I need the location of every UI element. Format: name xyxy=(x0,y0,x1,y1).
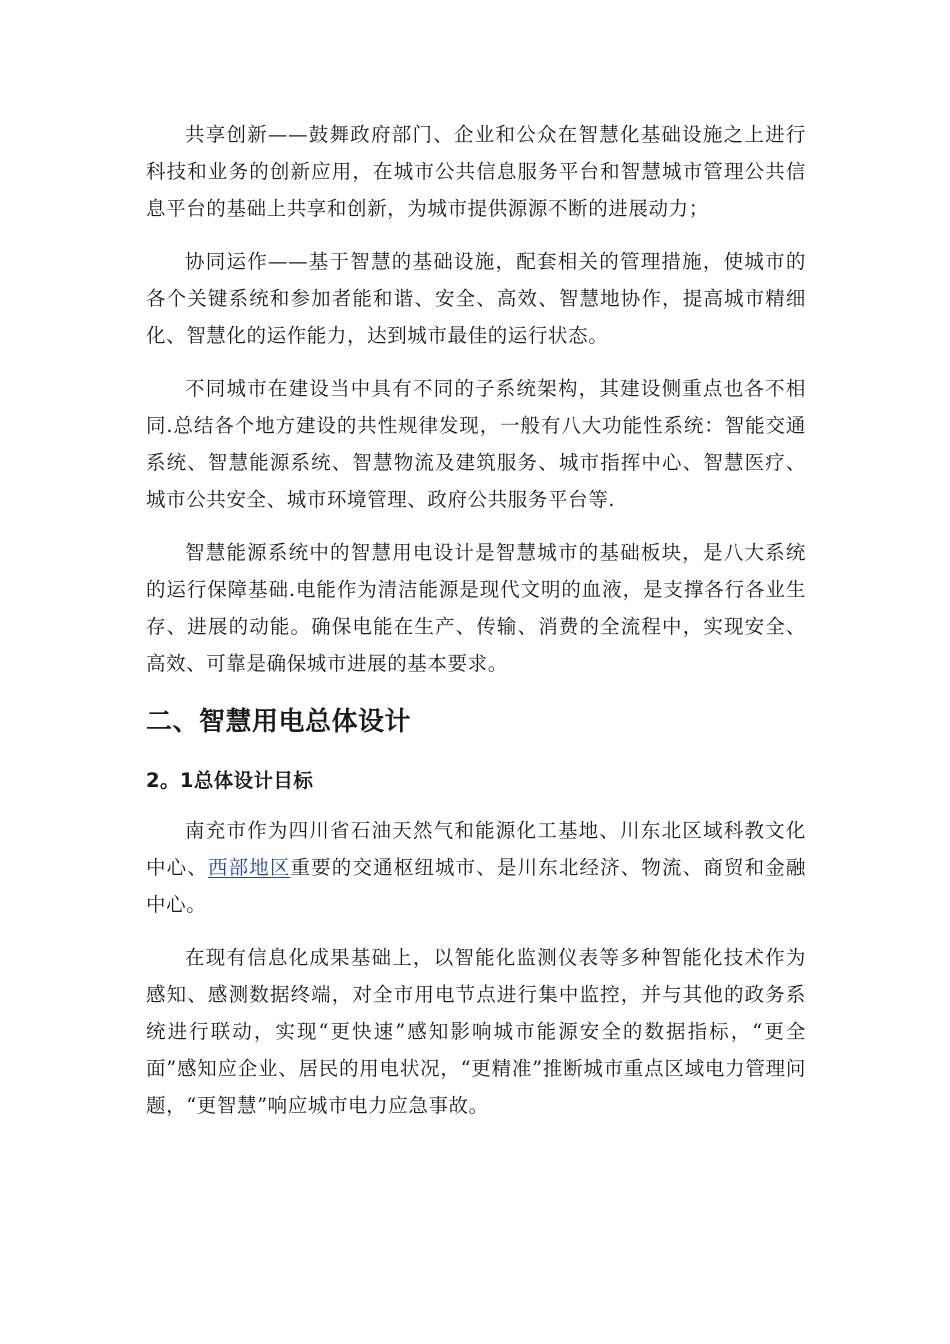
subsection-heading: 2。1总体设计目标 xyxy=(146,769,314,792)
paragraph-smart-energy: 智慧能源系统中的智慧用电设计是智慧城市的基础板块，是八大系统的运行保障基础.电能作为清洁能源是现代文明的血液，是支撑各行各业生存、进展的动能。确保电能在生产、传输、消费的全流程中，实现安全、高效、可靠是确保城市进展的基本要求。 xyxy=(146,541,806,675)
paragraph-nanchong-text-after: 重要的交通枢纽城市、是川东北经济、物流、商贸和金融中心。 xyxy=(146,856,806,916)
paragraph-nanchong-text-before: 南充市作为四川省石油天然气和能源化工基地、川东北区域科教文化中心、 xyxy=(146,819,806,879)
paragraph-design-goals: 在现有信息化成果基础上，以智能化监测仪表等多种智能化技术作为感知、感测数据终端，对全市用电节点进行集中监控，并与其他的政务系统进行联动，实现“更快速”感知影响城市能源安全的数据指标，“更全面”感知应企业、居民的用电状况，“更精准”推断城市重点区域电力管理问题，“更智慧”响应城市电力应急事故。 xyxy=(146,946,806,1117)
paragraph-nanchong xyxy=(146,812,806,923)
paragraph-shared-innovation: 共享创新——鼓舞政府部门、企业和公众在智慧化基础设施之上进行科技和业务的创新应用，在城市公共信息服务平台和智慧城市管理公共信息平台的基础上共享和创新，为城市提供源源不断的进展动力； xyxy=(146,123,806,220)
western-region-link[interactable]: 西部地区 xyxy=(207,856,291,879)
paragraph-collaborative-operation: 协同运作——基于智慧的基础设施，配套相关的管理措施，使城市的各个关键系统和参加者能和谐、安全、高效、智慧地协作，提高城市精细化、智慧化的运作能力，达到城市最佳的运行状态。 xyxy=(146,250,806,347)
document-page xyxy=(146,116,806,1140)
section-heading: 二、智慧用电总体设计 xyxy=(146,707,412,737)
paragraph-subsystems: 不同城市在建设当中具有不同的子系统架构，其建设侧重点也各不相同.总结各个地方建设的共性规律发现，一般有八大功能性系统：智能交通系统、智慧能源系统、智慧物流及建筑服务、城市指挥中心、智慧医疗、城市公共安全、城市环境管理、政府公共服务平台等. xyxy=(146,377,806,511)
